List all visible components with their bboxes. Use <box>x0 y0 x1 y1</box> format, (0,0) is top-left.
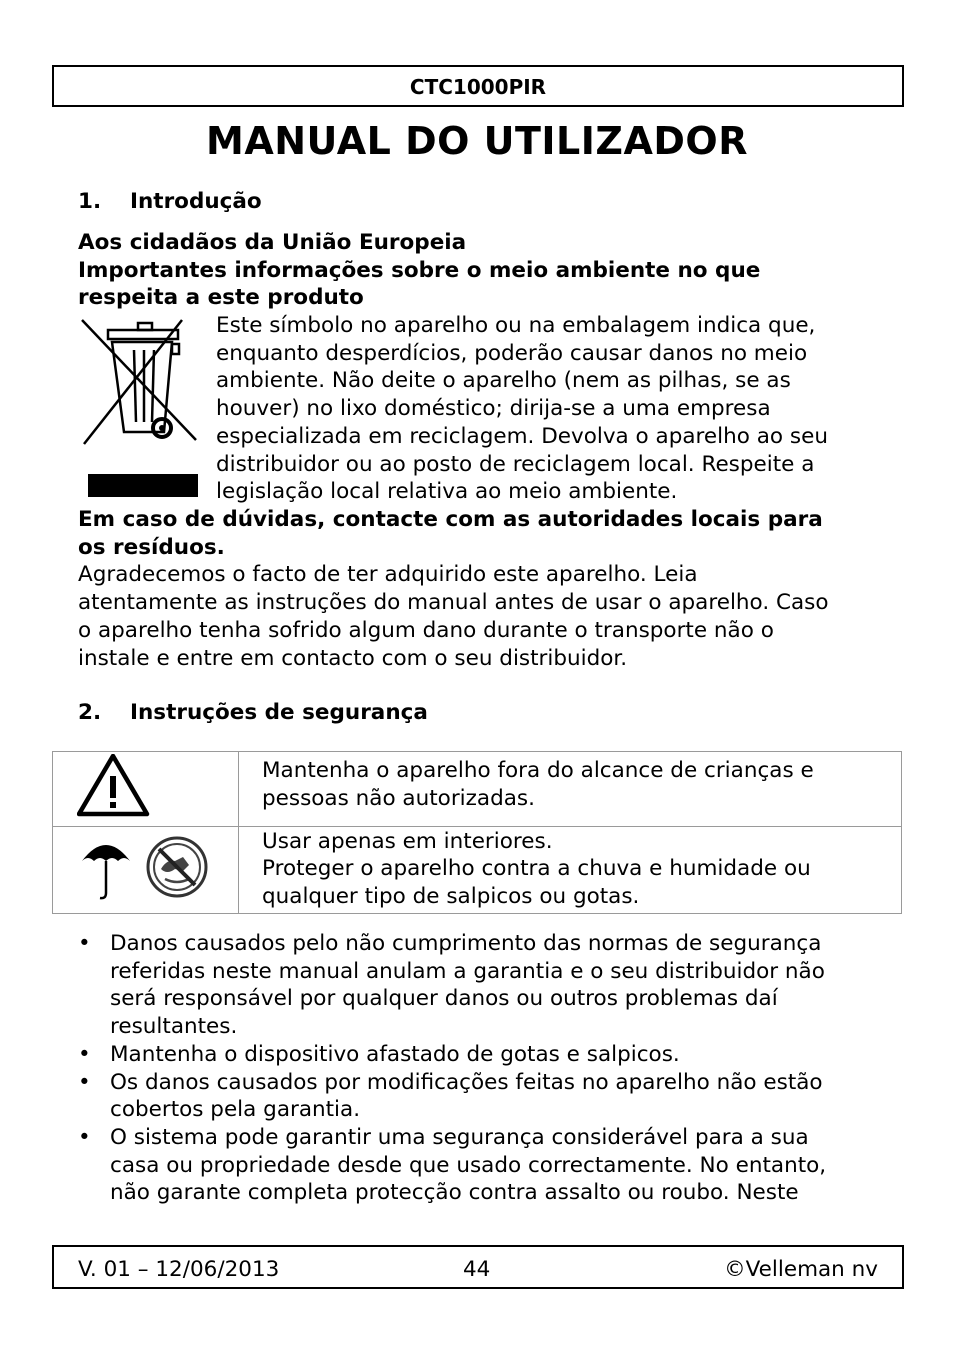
text-cell <box>239 826 902 913</box>
section-1-number: 1. <box>78 189 102 214</box>
doubts-line: os resíduos. <box>78 534 225 560</box>
weee-text <box>216 312 906 506</box>
footer-page-number: 44 <box>463 1257 491 1282</box>
bullet-line: não garante completa protecção contra assalto ou roubo. Neste <box>110 1180 799 1206</box>
page-title: MANUAL DO UTILIZADOR <box>206 119 748 163</box>
bullet-line: será responsável por qualquer danos ou outros problemas daí <box>110 986 778 1012</box>
row-line: Mantenha o aparelho fora do alcance de crianças e <box>262 758 814 783</box>
footer-box <box>52 1245 904 1289</box>
weee-line: enquanto desperdícios, poderão causar danos no meio <box>216 340 808 366</box>
weee-line: especializada em reciclagem. Devolva o aparelho ao seu <box>216 423 828 449</box>
weee-line: distribuidor ou ao posto de reciclagem local. Respeite a <box>216 451 815 477</box>
umbrella-icon <box>80 835 134 905</box>
bullet-icon: • <box>78 1041 91 1067</box>
section-1-title: Introdução <box>130 189 262 214</box>
eu-heading <box>78 229 898 312</box>
icon-cell <box>53 752 239 827</box>
weee-bin-icon <box>78 314 208 504</box>
table-row <box>53 752 902 827</box>
list-item <box>78 1069 878 1124</box>
bullet-line: Mantenha o dispositivo afastado de gotas e salpicos. <box>110 1041 680 1067</box>
text-cell <box>239 752 902 827</box>
bullet-line: referidas neste manual anulam a garantia e o seu distribuidor não <box>110 958 825 984</box>
env-heading-line: Importantes informações sobre o meio ambiente no que <box>78 257 761 283</box>
list-item <box>78 930 878 1041</box>
bullet-line: Danos causados pelo não cumprimento das normas de segurança <box>110 931 822 956</box>
bullet-line: casa ou propriedade desde que usado correctamente. No entanto, <box>110 1152 827 1178</box>
weee-line: houver) no lixo doméstico; dirija-se a uma empresa <box>216 396 771 422</box>
bullet-line: Os danos causados por modificações feitas no aparelho não estão <box>110 1069 823 1095</box>
row-line: pessoas não autorizadas. <box>262 785 535 811</box>
row-line: Proteger o aparelho contra a chuva e humidade ou <box>262 856 811 882</box>
list-item <box>78 1124 878 1207</box>
table-row <box>53 826 902 913</box>
model-name: CTC1000PIR <box>409 75 547 99</box>
warning-triangle-icon <box>77 754 157 818</box>
header-box <box>52 65 904 107</box>
safety-table <box>52 751 902 914</box>
doubts-and-thanks <box>78 506 898 672</box>
section-2-title: Instruções de segurança <box>130 700 428 725</box>
section-2-number: 2. <box>78 700 102 725</box>
bullet-icon: • <box>78 931 91 956</box>
footer-version: V. 01 – 12/06/2013 <box>78 1257 280 1282</box>
no-water-icon <box>145 835 209 899</box>
thanks-line: instale e entre em contacto com o seu distribuidor. <box>78 645 628 671</box>
eu-heading-text: Aos cidadãos da União Europeia <box>78 230 467 255</box>
list-item <box>78 1041 878 1069</box>
section-2-heading <box>78 699 428 727</box>
doubts-line: Em caso de dúvidas, contacte com as autoridades locais para <box>78 507 823 532</box>
bullet-icon: • <box>78 1069 91 1095</box>
weee-line: Este símbolo no aparelho ou na embalagem indica que, <box>216 313 816 338</box>
safety-bullets <box>78 930 878 1207</box>
bullet-line: O sistema pode garantir uma segurança considerável para a sua <box>110 1124 809 1150</box>
thanks-line: atentamente as instruções do manual antes de usar o aparelho. Caso <box>78 590 829 616</box>
thanks-line: o aparelho tenha sofrido algum dano durante o transporte não o <box>78 617 774 643</box>
row-line: Usar apenas em interiores. <box>262 828 553 854</box>
bullet-line: cobertos pela garantia. <box>110 1097 361 1123</box>
row-line: qualquer tipo de salpicos ou gotas. <box>262 884 640 910</box>
icon-cell <box>53 826 239 913</box>
bullet-icon: • <box>78 1124 91 1150</box>
footer-copyright: ©Velleman nv <box>724 1257 878 1282</box>
weee-line: legislação local relativa ao meio ambiente. <box>216 479 678 505</box>
weee-line: ambiente. Não deite o aparelho (nem as pilhas, se as <box>216 368 791 394</box>
bullet-line: resultantes. <box>110 1014 238 1040</box>
section-1-heading <box>78 188 262 216</box>
env-heading-line: respeita a este produto <box>78 285 364 311</box>
thanks-line: Agradecemos o facto de ter adquirido este aparelho. Leia <box>78 562 698 588</box>
